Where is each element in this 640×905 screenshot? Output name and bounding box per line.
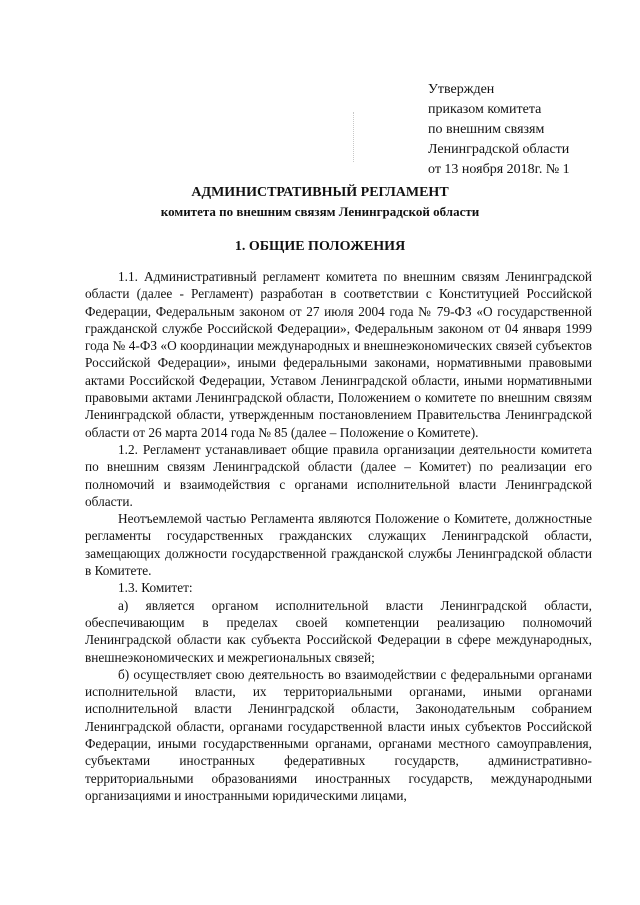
document-subtitle: комитета по внешним связям Ленинградской области [160,204,480,219]
document-body [85,268,592,804]
approval-line: Ленинградской области [428,142,570,157]
approval-line: приказом комитета [428,102,542,117]
approval-block [428,80,628,180]
document-title: АДМИНИСТРАТИВНЫЙ РЕГЛАМЕНТ [191,185,449,200]
approval-line: Утвержден [428,82,495,97]
paragraph-integral-part: Неотъемлемой частью Регламента являются Положение о Комитете, должностные регламенты государственных гражданских служащих Ленинградской области, замещающих должности государственной гражданской службы Ленинградской области в Комитете. [85,511,592,579]
approval-line: по внешним связям [428,122,545,137]
paragraph-1-1: 1.1. Административный регламент комитета по внешним связям Ленинградской области (далее - Регламент) разработан в соответствии с Конституцией Российской Федерации, Федеральным законом от 27 июля 2004 года № 79-ФЗ «О государственной гражданской службе Российской Федерации», Федеральным законом от 04 января 1999 года № 4-ФЗ «О координации международных и внешнеэкономических связей субъектов Российской Федерации», иными федеральными законами, нормативными правовыми актами Российской Федерации, Уставом Ленинградской области, иными нормативными правовыми актами Ленинградской области, Положением о комитете по внешним связям Ленинградской области, утвержденным постановлением Правительства Ленинградской области от 26 марта 2014 года № 85 (далее – Положение о Комитете). [85,269,592,440]
paragraph-1-3-a: а) является органом исполнительной власти Ленинградской области, обеспечивающим в пределах своей компетенции реализацию полномочий Ленинградской области как субъекта Российской Федерации в сфере международных, внешнеэкономических и межрегиональных связей; [85,597,592,665]
paragraph-1-3-b: б) осуществляет свою деятельность во взаимодействии с федеральными органами исполнительной власти, их территориальными органами, иными органами исполнительной власти Ленинградской области, Законодательным собранием Ленинградской области, органами государственной власти иных субъектов Российской Федерации, иными государственными органами, органами местного самоуправления, субъектами иностранных федеративных государств, административно-территориальными образованиями иностранных государств, международными организациями и иностранными юридическими лицами, [85,666,592,803]
section-heading: 1. ОБЩИЕ ПОЛОЖЕНИЯ [234,239,406,254]
approval-line: от 13 ноября 2018г. № 1 [428,162,570,177]
paragraph-1-3: 1.3. Комитет: [118,580,193,596]
scan-artifact-dots [353,112,356,162]
paragraph-1-2: 1.2. Регламент устанавливает общие правила организации деятельности комитета по внешним связям Ленинградской области (далее – Комитет) по реализации его полномочий и взаимодействия с органами исполнительной власти Ленинградской области. [85,441,592,509]
